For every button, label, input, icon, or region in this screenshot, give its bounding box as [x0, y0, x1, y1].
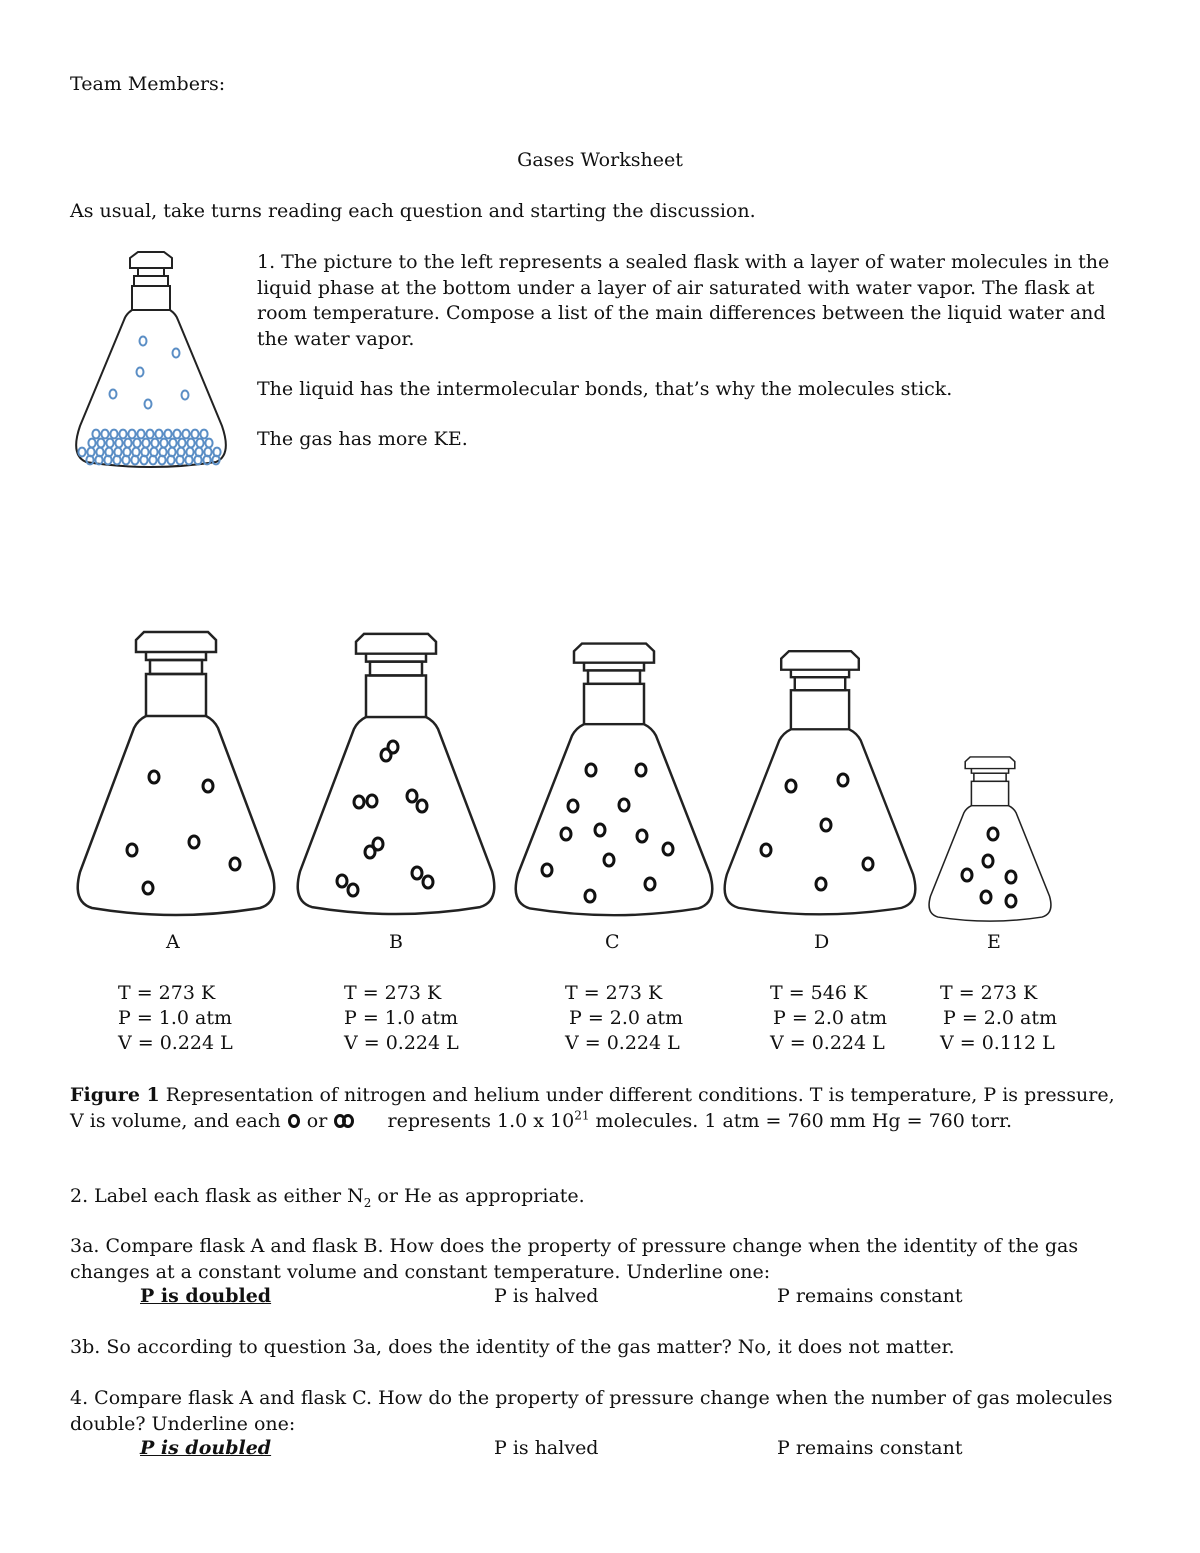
water-molecule — [124, 439, 131, 448]
flask-d-volume: V = 0.224 L — [770, 1032, 885, 1054]
water-molecule — [128, 430, 135, 439]
flask-d-pressure: P = 2.0 atm — [773, 1007, 888, 1029]
water-molecule — [119, 430, 126, 439]
gas-flasks-figure — [0, 620, 1200, 930]
intro-text: As usual, take turns reading each question and starting the discussion. — [70, 200, 756, 222]
flask-c-temperature: T = 273 K — [565, 982, 663, 1004]
flask-e-drawing — [929, 757, 1051, 921]
question-3a: 3a. Compare flask A and flask B. How does the property of pressure change when the identity of the gas changes at a constant volume and constant temperature. Underline one: — [70, 1235, 1079, 1283]
q4-option-halved[interactable]: P is halved — [494, 1437, 599, 1459]
flask-c-pressure: P = 2.0 atm — [569, 1007, 684, 1029]
flask-a-label: A — [166, 931, 180, 953]
flask-b-temperature: T = 273 K — [344, 982, 442, 1004]
flask-e-pressure: P = 2.0 atm — [943, 1007, 1058, 1029]
water-molecule — [110, 430, 117, 439]
flask-d-temperature: T = 546 K — [770, 982, 868, 1004]
flask-a-drawing — [78, 632, 275, 915]
flask-b-conditions — [344, 981, 459, 1056]
question-3b: 3b. So according to question 3a, does the identity of the gas matter? No, it does not matter. — [70, 1336, 955, 1358]
water-molecule — [169, 439, 176, 448]
flask-c-conditions — [565, 981, 683, 1056]
water-flask-illustration — [68, 250, 238, 475]
water-molecule — [92, 430, 99, 439]
water-molecule — [151, 439, 158, 448]
question-1: 1. The picture to the left represents a sealed flask with a layer of water molecules in the liquid phase at the bottom under a layer of air saturated with water vapor. The flask at room temperature. Compose a list of the main differences between the liquid water and the water vapor. — [257, 251, 1110, 350]
water-molecule — [191, 430, 198, 439]
flask-c-label: C — [605, 931, 620, 953]
water-molecule — [182, 430, 189, 439]
flask-c-volume: V = 0.224 L — [565, 1032, 680, 1054]
flask-b-pressure: P = 1.0 atm — [344, 1007, 459, 1029]
water-molecule — [142, 439, 149, 448]
flask-e-label: E — [987, 931, 1001, 953]
flask-e-conditions — [940, 981, 1057, 1056]
water-molecule — [187, 439, 194, 448]
water-molecule — [133, 439, 140, 448]
figure-caption — [70, 1083, 1130, 1134]
flask-b-volume: V = 0.224 L — [344, 1032, 459, 1054]
flask-d-drawing — [725, 651, 916, 914]
water-molecule — [97, 439, 104, 448]
single-atom-icon — [287, 1113, 301, 1129]
page-title: Gases Worksheet — [517, 149, 683, 171]
figure-label: Figure 1 — [70, 1084, 160, 1106]
question-2: 2. Label each flask as either $N_2$ or He as appropriate. — [70, 1185, 585, 1210]
q4-option-doubled[interactable]: P is doubled — [140, 1437, 272, 1459]
flask-a-volume: V = 0.224 L — [118, 1032, 233, 1054]
water-molecule — [78, 448, 85, 457]
flask-a-pressure: P = 1.0 atm — [118, 1007, 233, 1029]
question-1-answer-liquid: The liquid has the intermolecular bonds, that’s why the molecules stick. — [257, 378, 953, 400]
q3a-option-constant[interactable]: P remains constant — [777, 1285, 963, 1307]
water-molecule — [101, 430, 108, 439]
water-molecule — [146, 430, 153, 439]
diatomic-molecule-icon — [333, 1113, 357, 1129]
q3a-option-doubled[interactable]: P is doubled — [140, 1285, 272, 1307]
q4-option-constant[interactable]: P remains constant — [777, 1437, 963, 1459]
question-4: 4. Compare flask A and flask C. How do the property of pressure change when the number of gas molecules double? Underline one: — [70, 1387, 1113, 1435]
flask-a-conditions — [118, 981, 233, 1056]
water-molecule — [178, 439, 185, 448]
flask-d-label: D — [814, 931, 830, 953]
figure-caption-or: or — [306, 1109, 328, 1132]
figure-caption-part-2: represents 1.0 x 10 — [387, 1109, 575, 1132]
water-molecule — [115, 439, 122, 448]
figure-caption-part-3: molecules. 1 atm = 760 mm Hg = 760 torr. — [595, 1109, 1013, 1132]
question-1-answer-gas: The gas has more KE. — [257, 428, 468, 450]
water-molecule — [137, 430, 144, 439]
flask-b-label: B — [389, 931, 403, 953]
water-molecule — [160, 439, 167, 448]
water-molecule — [106, 439, 113, 448]
flask-e-temperature: T = 273 K — [940, 982, 1038, 1004]
flask-a-temperature: T = 273 K — [118, 982, 216, 1004]
figure-caption-exponent: 21 — [574, 1108, 590, 1123]
flask-b-drawing — [298, 634, 495, 914]
flask-e-volume: V = 0.112 L — [940, 1032, 1055, 1054]
figure-caption-part-1: Representation of nitrogen and helium under different conditions. T is temperature, P is pressure, V is volume, and each — [70, 1084, 1115, 1132]
flask-c-drawing — [516, 644, 713, 916]
water-molecule — [200, 430, 207, 439]
water-molecule — [164, 430, 171, 439]
water-molecule — [196, 439, 203, 448]
q3a-option-halved[interactable]: P is halved — [494, 1285, 599, 1307]
flask-d-conditions — [770, 981, 887, 1056]
water-molecule — [155, 430, 162, 439]
water-molecule — [88, 439, 95, 448]
team-members-label: Team Members: — [70, 73, 226, 95]
water-molecule — [173, 430, 180, 439]
water-molecule — [205, 439, 212, 448]
